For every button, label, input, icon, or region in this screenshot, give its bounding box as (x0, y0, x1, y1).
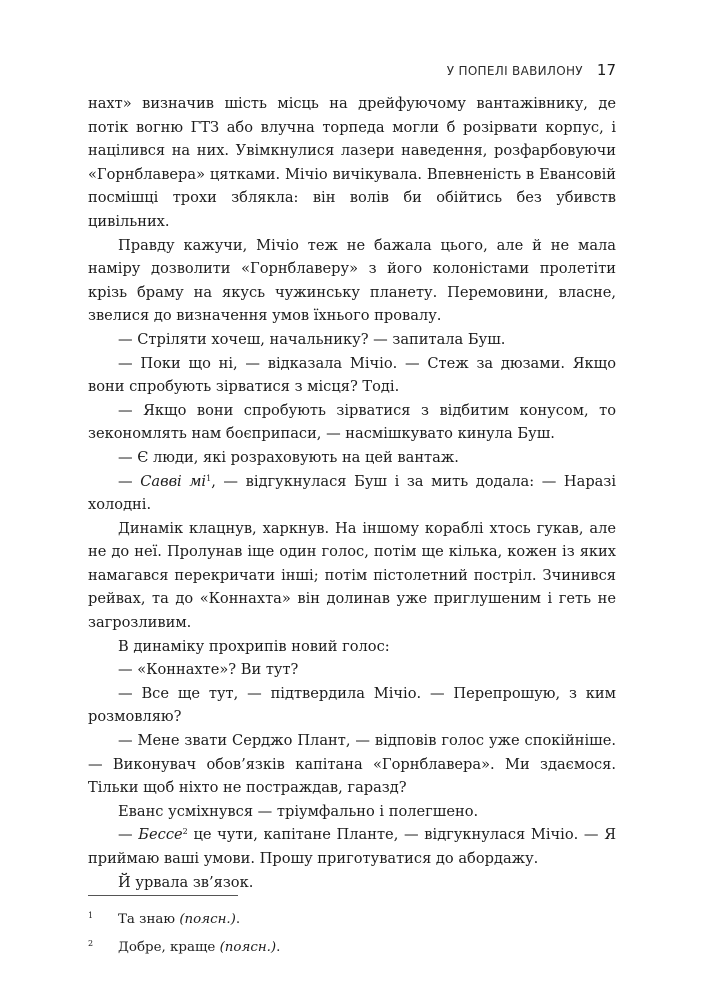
paragraph (88, 871, 616, 895)
paragraph (88, 823, 616, 870)
text-run: нахт» визначив шість місць на дрейфуючому вантажівнику, де потік вогню ГТЗ або влучна торпеда могли б розірвати корпус, і націлився на них. Увімкнулися лазери наведення, розфарбовуючи «Горнблавера» цятками. Мічіо вичікувала. Впевненість в Евансовій посмішці трохи зблякла: він волів би обійтись без убивств цивільних. (88, 95, 616, 230)
text-run: це чути, капітане Планте, — відгукнулася Мічіо. — Я приймаю ваші умови. Прошу приготуватися до абордажу. (88, 826, 617, 867)
paragraph (88, 234, 616, 328)
text-run: Добре, краще (118, 940, 220, 955)
footnote-divider (88, 895, 238, 896)
paragraph (88, 729, 616, 800)
page-number: 17 (596, 61, 616, 79)
paragraph (88, 635, 616, 659)
text-run: — Якщо вони спробують зірватися з відбитим конусом, то зекономлять нам боєприпаси, — насмішкувато кинула Буш. (88, 401, 616, 443)
paragraph (88, 328, 616, 352)
running-title: У ПОПЕЛІ ВАВИЛОНУ (446, 64, 583, 78)
text-run: Й урвала зв’язок. (118, 873, 254, 891)
paragraph (88, 470, 616, 517)
text-run: — «Коннахте»? Ви тут? (118, 661, 299, 679)
text-run: — (118, 826, 139, 844)
text-run: — (118, 472, 141, 490)
text-run: . (276, 940, 281, 955)
italic-text: (поясн.) (219, 940, 277, 955)
body-text (88, 92, 616, 894)
footnote-ref: 2 (182, 827, 188, 837)
text-run: — Мене звати Серджо Плант, — відповів голос уже спокійніше. — Виконувач обов’язків капітана «Горнблавера». Ми здаємося. Тільки щоб ніхто не постраждав, гаразд? (88, 732, 616, 797)
paragraph (88, 399, 616, 446)
text-run: — Є люди, які розраховують на цей вантаж. (118, 448, 459, 466)
text-run: . (235, 912, 241, 927)
footnotes (88, 909, 616, 965)
paragraph (88, 800, 616, 824)
text-run: Еванс усміхнувся — тріумфально і полегшено. (118, 802, 479, 820)
paragraph (88, 682, 616, 729)
text-run: — Поки що ні, — відказала Мічіо. — Стеж за дюзами. Якщо вони спробують зірватися з місця? Тоді. (88, 354, 616, 396)
italic-text: Бессе (138, 826, 183, 844)
text-run: , — відгукнулася Буш і за мить додала: — Наразі холодні. (88, 472, 617, 514)
footnote: 1 Та знаю (поясн.). (88, 911, 241, 927)
text-run: — Стріляти хочеш, начальнику? — запитала Буш. (118, 330, 506, 348)
text-run: В динаміку прохрипів новий голос: (118, 637, 390, 655)
paragraph (88, 92, 616, 234)
paragraph (88, 517, 616, 635)
footnote: 2 Добре, краще (поясн.). (88, 939, 281, 955)
paragraph (88, 446, 616, 470)
text-run: Та знаю (118, 912, 180, 927)
italic-text: (поясн.) (179, 912, 236, 927)
italic-text: Савві мі (140, 472, 207, 490)
text-run: Динамік клацнув, харкнув. На іншому кораблі хтось гукав, але не до неї. Пролунав іще один голос, потім ще кілька, кожен із яких намагався перекричати інші; потім пістолетний постріл. Зчинився рейвах, та до «Коннахта» він долинав уже приглушеним і геть не загрозливим. (88, 519, 616, 632)
text-run: — Все ще тут, — підтвердила Мічіо. — Перепрошую, з ким розмовляю? (88, 684, 616, 726)
paragraph (88, 658, 616, 682)
footnote-ref: 1 (206, 473, 212, 483)
running-header (88, 60, 616, 79)
text-run: Правду кажучи, Мічіо теж не бажала цього, але й не мала наміру дозволити «Горнблаверу» з його колоністами пролетіти крізь браму на якусь чужинську планету. Перемовини, власне, звелися до визначення умов їхнього провалу. (88, 236, 616, 325)
paragraph (88, 352, 616, 399)
